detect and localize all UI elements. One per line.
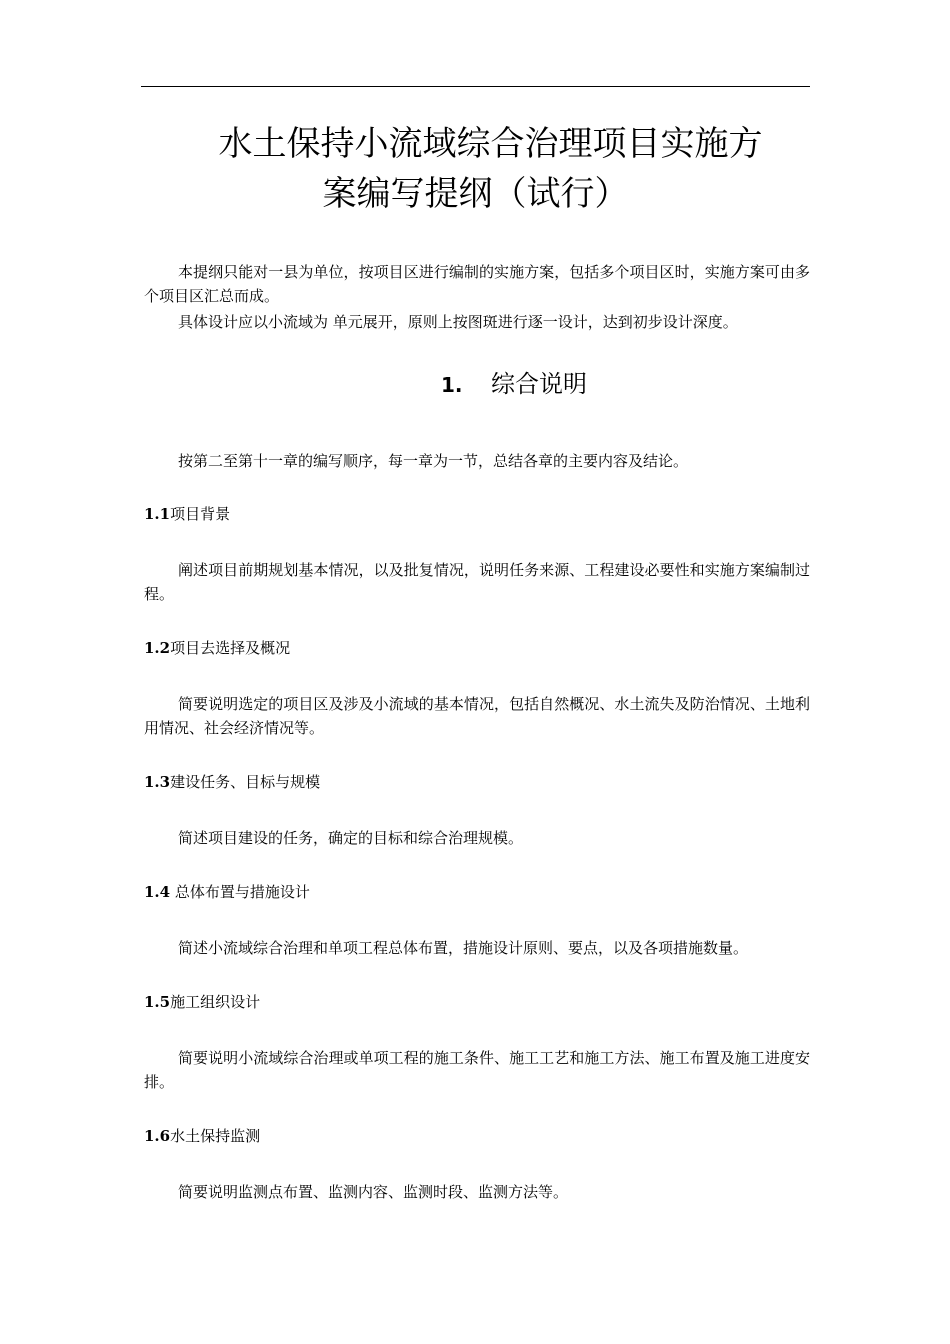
- section-title: 水土保持监测: [170, 1127, 261, 1145]
- section-title: 建设任务、目标与规模: [170, 773, 321, 791]
- section-heading-1-4: [144, 880, 310, 904]
- section-body-1-3: 简述项目建设的任务，确定的目标和综合治理规模。: [178, 829, 524, 847]
- section-heading-1-3: [144, 770, 320, 794]
- section-title: 施工组织设计: [170, 993, 261, 1011]
- header-rule: [141, 86, 810, 87]
- intro-paragraph-2: 具体设计应以小流域为 单元展开，原则上按图斑进行逐一设计，达到初步设计深度。: [178, 313, 738, 331]
- section-heading-1-5: [144, 990, 260, 1014]
- document-title-line-1: 水土保持小流域综合治理项目实施方: [218, 124, 763, 164]
- section-heading-1-2: [144, 636, 290, 660]
- section-body-1-5: 简要说明小流域综合治理或单项工程的施工条件、施工工艺和施工方法、施工布置及施工进度安排。: [144, 1049, 810, 1091]
- section-number: 1.1: [144, 505, 171, 523]
- chapter-number: 1.: [441, 373, 463, 397]
- document-title-line-2: 案编写提纲（试行）: [322, 174, 629, 214]
- chapter-heading: [441, 366, 587, 403]
- chapter-title: 综合说明: [491, 370, 587, 398]
- section-number: 1.2: [144, 639, 171, 657]
- section-heading-1-1: [144, 502, 230, 526]
- section-title: 项目去选择及概况: [170, 639, 291, 657]
- intro-paragraph-1: 本提纲只能对一县为单位，按项目区进行编制的实施方案，包括多个项目区时，实施方案可由多个项目区汇总而成。: [144, 263, 810, 305]
- chapter-intro: 按第二至第十一章的编写顺序，每一章为一节，总结各章的主要内容及结论。: [178, 452, 689, 470]
- section-body-1-2: 简要说明选定的项目区及涉及小流域的基本情况，包括自然概况、水土流失及防治情况、土地利用情况、社会经济情况等。: [144, 695, 810, 737]
- section-heading-1-6: [144, 1124, 260, 1148]
- section-number: 1.6: [144, 1127, 171, 1145]
- section-number: 1.4: [144, 883, 171, 901]
- section-title: 总体布置与措施设计: [170, 883, 310, 901]
- section-body-1-6: 简要说明监测点布置、监测内容、监测时段、监测方法等。: [178, 1183, 569, 1201]
- section-body-1-1: 阐述项目前期规划基本情况，以及批复情况，说明任务来源、工程建设必要性和实施方案编制过程。: [144, 561, 810, 603]
- section-number: 1.3: [144, 773, 171, 791]
- section-title: 项目背景: [170, 505, 231, 523]
- section-number: 1.5: [144, 993, 171, 1011]
- section-body-1-4: 简述小流域综合治理和单项工程总体布置，措施设计原则、要点，以及各项措施数量。: [178, 939, 749, 957]
